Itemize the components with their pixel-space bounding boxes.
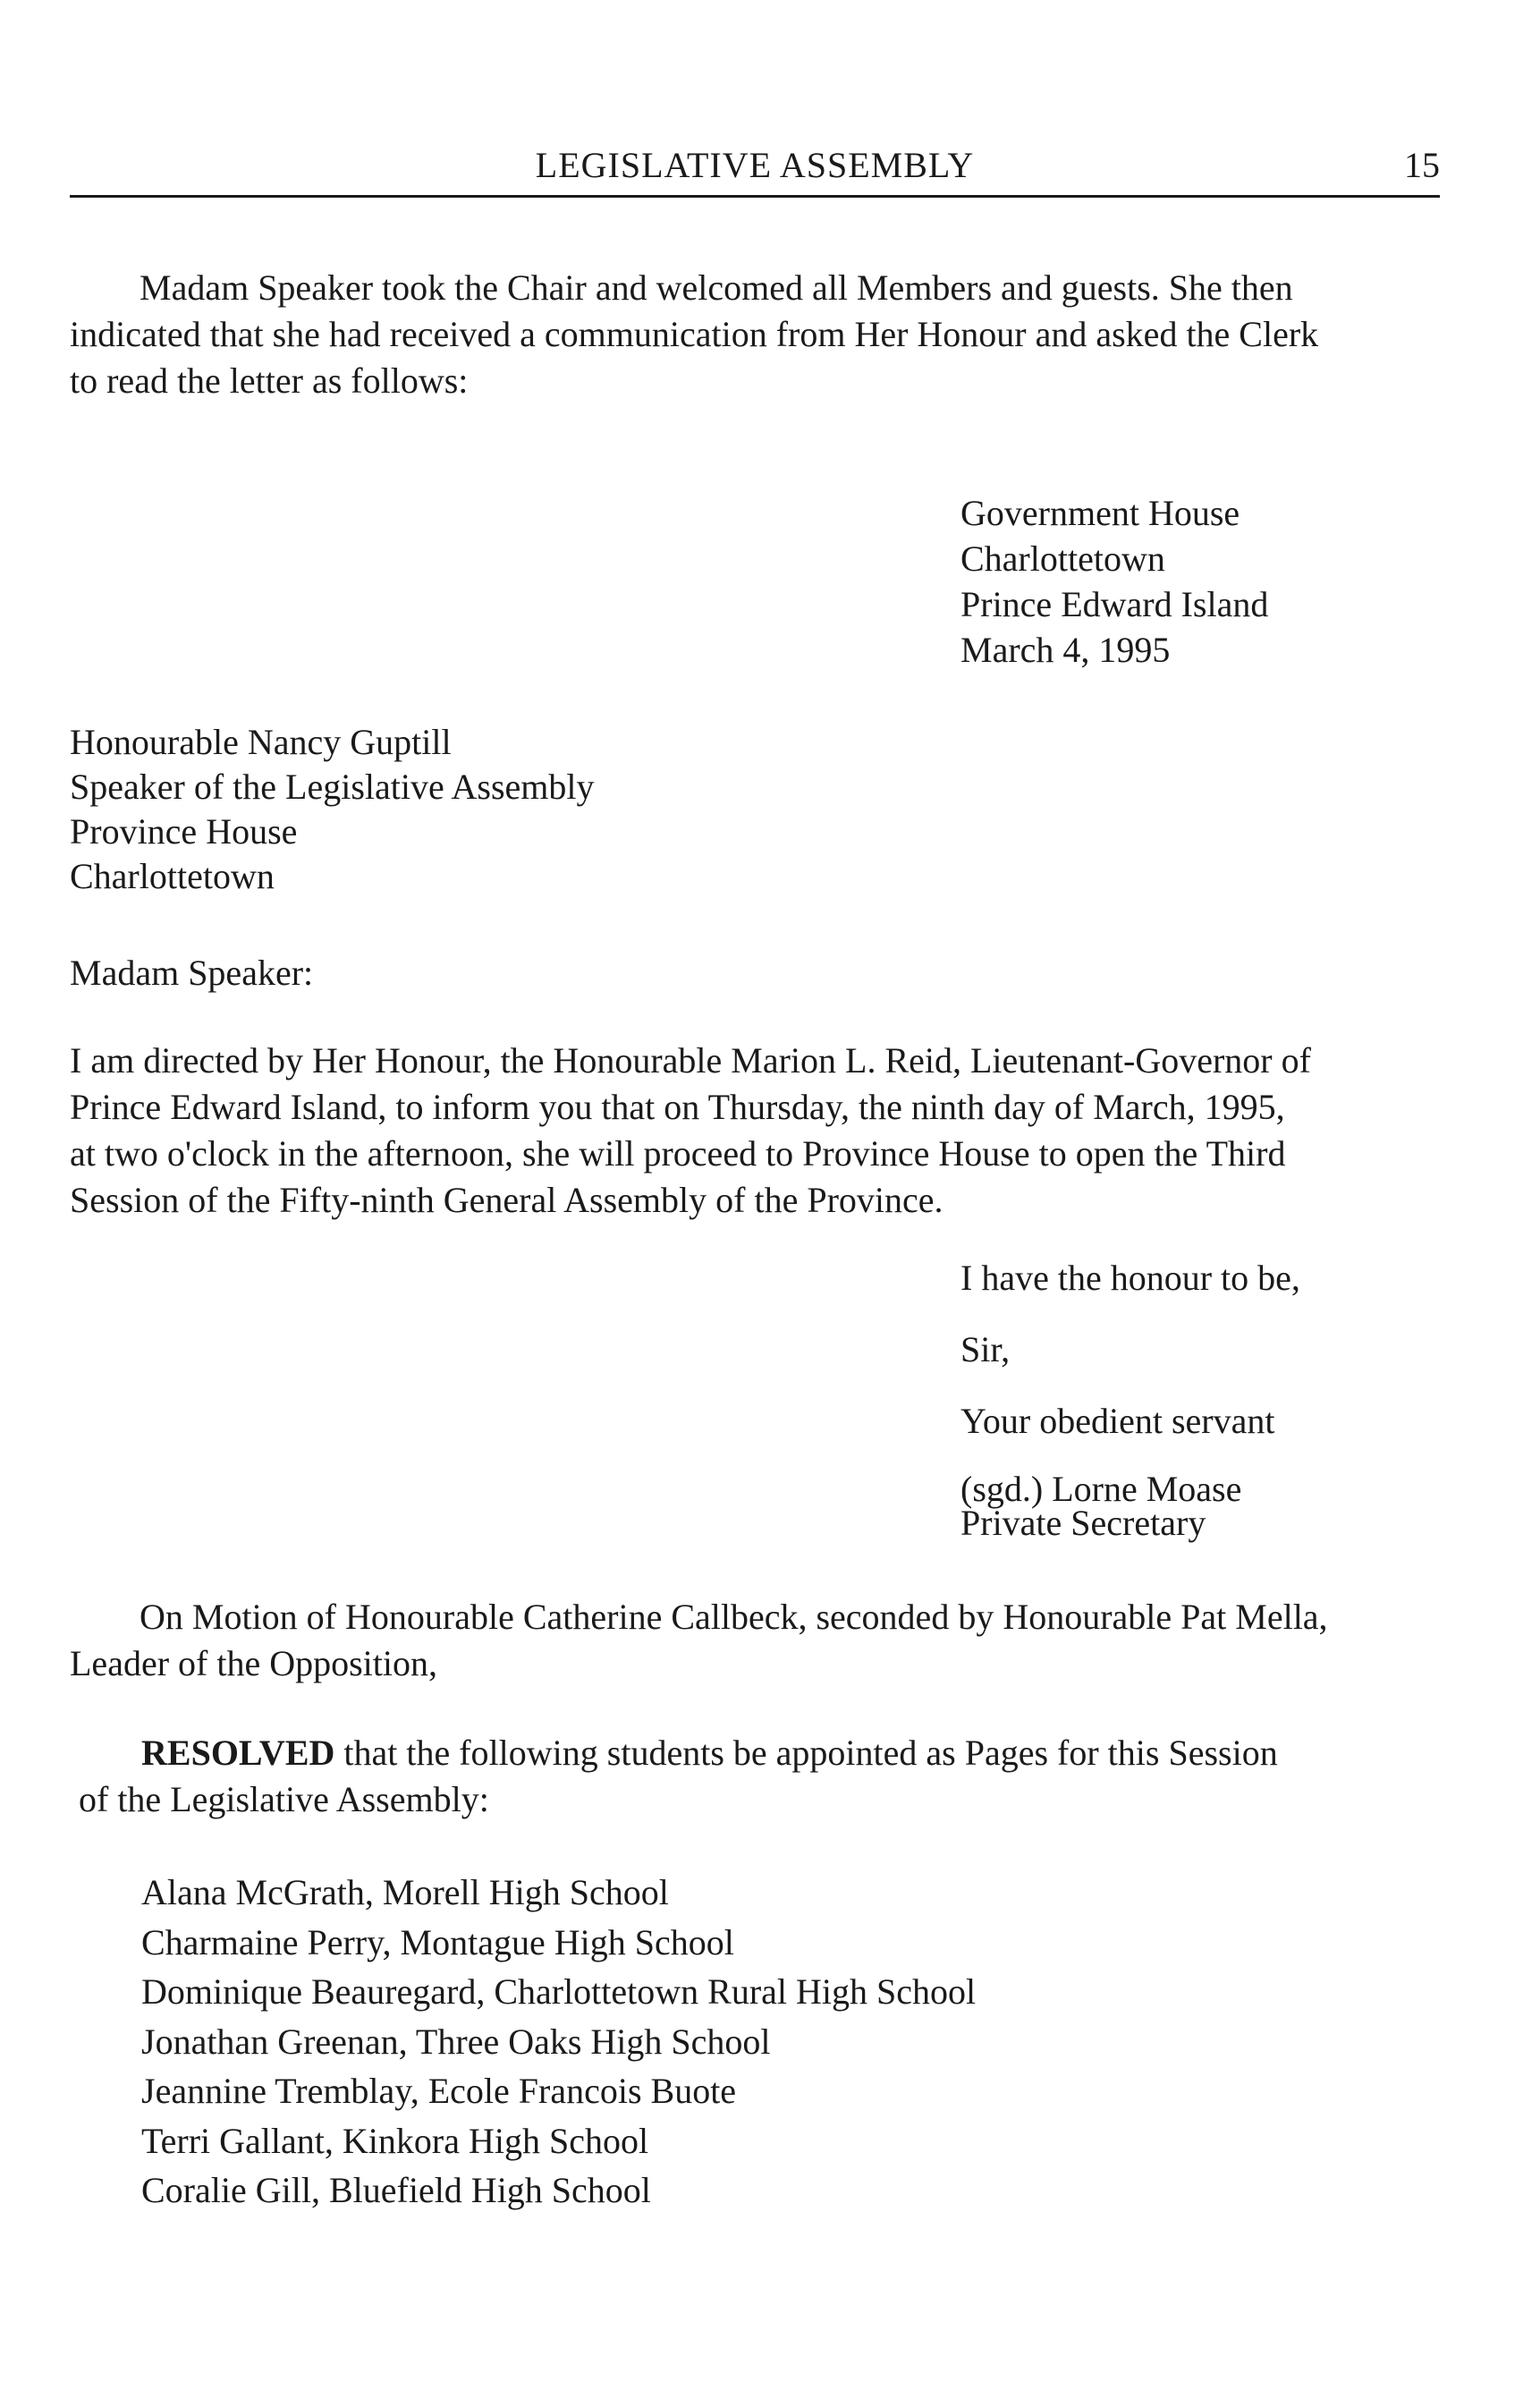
letter-date: March 4, 1995 (960, 630, 1171, 670)
running-header (70, 141, 1440, 198)
letter-closing: I have the honour to be, (960, 1258, 1300, 1298)
letter-closing-servant: Your obedient servant (960, 1401, 1275, 1441)
letter-body (70, 1038, 1440, 1224)
letter-body-line: at two o'clock in the afternoon, she will proceed to Province House to open the Third (70, 1133, 1286, 1174)
resolved-keyword: RESOLVED (141, 1733, 335, 1773)
recipient-address-line: Honourable Nancy Guptill (70, 722, 452, 762)
list-item: Alana McGrath, Morell High School (141, 1872, 669, 1912)
sender-address (960, 490, 1268, 673)
letter-body-line: I am directed by Her Honour, the Honourable Marion L. Reid, Lieutenant-Governor of (70, 1040, 1311, 1081)
sender-address-line: Government House (960, 493, 1240, 533)
signature-title: Private Secretary (960, 1503, 1206, 1543)
resolution-paragraph (79, 1730, 1449, 1823)
intro-line: Madam Speaker took the Chair and welcomed all Members and guests. She then (140, 267, 1293, 308)
resolution-line: of the Legislative Assembly: (79, 1779, 489, 1819)
motion-line: Leader of the Opposition, (70, 1643, 437, 1683)
letter-signature (960, 1469, 1242, 1543)
intro-line: indicated that she had received a communication from Her Honour and asked the Clerk (70, 314, 1319, 354)
signature-name: (sgd.) Lorne Moase (960, 1469, 1242, 1509)
motion-line: On Motion of Honourable Catherine Callbeck, seconded by Honourable Pat Mella, (140, 1597, 1328, 1637)
list-item: Dominique Beauregard, Charlottetown Rural High School (141, 1971, 977, 2012)
intro-line: to read the letter as follows: (70, 360, 469, 401)
recipient-address-line: Province House (70, 811, 298, 852)
motion-paragraph (70, 1594, 1440, 1687)
recipient-address (70, 720, 595, 899)
intro-paragraph (70, 265, 1440, 404)
resolution-line (79, 1730, 1449, 1776)
sender-address-line: Prince Edward Island (960, 584, 1269, 624)
resolution-text: that the following students be appointed as Pages for this Session (334, 1733, 1278, 1773)
letter-body-line: Session of the Fifty-ninth General Assembly of the Province. (70, 1180, 943, 1220)
pages-list (141, 1868, 976, 2216)
list-item: Jonathan Greenan, Three Oaks High School (141, 2021, 771, 2062)
letter-salutation: Madam Speaker: (70, 953, 314, 993)
sender-address-line: Charlottetown (960, 538, 1165, 579)
list-item: Terri Gallant, Kinkora High School (141, 2120, 649, 2161)
list-item: Jeannine Tremblay, Ecole Francois Buote (141, 2071, 737, 2111)
page-number: 15 (1404, 145, 1440, 185)
list-item: Charmaine Perry, Montague High School (141, 1921, 734, 1962)
letter-closing-sir: Sir, (960, 1329, 1011, 1369)
list-item: Coralie Gill, Bluefield High School (141, 2170, 651, 2210)
letter-body-line: Prince Edward Island, to inform you that on Thursday, the ninth day of March, 1995, (70, 1087, 1285, 1127)
running-title: LEGISLATIVE ASSEMBLY (535, 145, 975, 185)
recipient-address-line: Charlottetown (70, 856, 275, 896)
recipient-address-line: Speaker of the Legislative Assembly (70, 767, 595, 807)
